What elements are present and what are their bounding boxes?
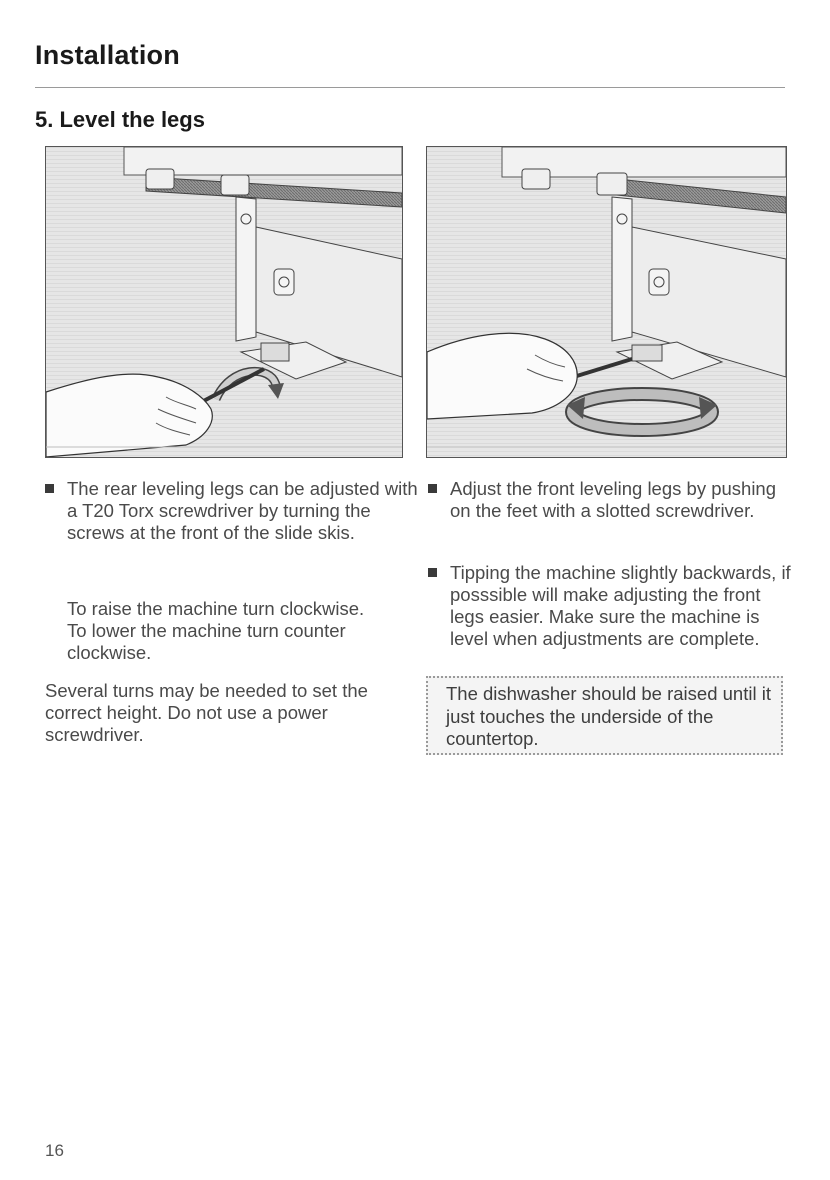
page-number: 16 [45,1141,64,1160]
tipping-instruction: Tipping the machine slightly backwards, if posssible will make adjusting the front legs easier. Make sure the machine is level when adjustments are complete. [428,562,795,650]
note-box [426,676,783,755]
front-legs-instruction: Adjust the front leveling legs by pushing on the feet with a slotted screwdriver. [428,478,790,522]
raise-instruction: To raise the machine turn clockwise. [67,598,365,619]
rear-leg-adjust-illustration [46,147,402,457]
lower-instruction: To lower the machine turn counter clockwise. [67,620,346,663]
note-text: The dishwasher should be raised until it just touches the underside of the countertop. [446,683,771,749]
title-divider [35,87,785,88]
front-leg-illustration [426,146,787,458]
front-leg-adjust-illustration [427,147,786,457]
rear-leg-illustration [45,146,403,458]
rear-legs-instruction: The rear leveling legs can be adjusted with a T20 Torx screwdriver by turning the screws at the front of the slide skis. [45,478,422,544]
section-title: 5. Level the legs [35,107,205,132]
page-title: Installation [35,40,180,70]
several-turns-note: Several turns may be needed to set the correct height. Do not use a power screwdriver. [45,680,368,745]
